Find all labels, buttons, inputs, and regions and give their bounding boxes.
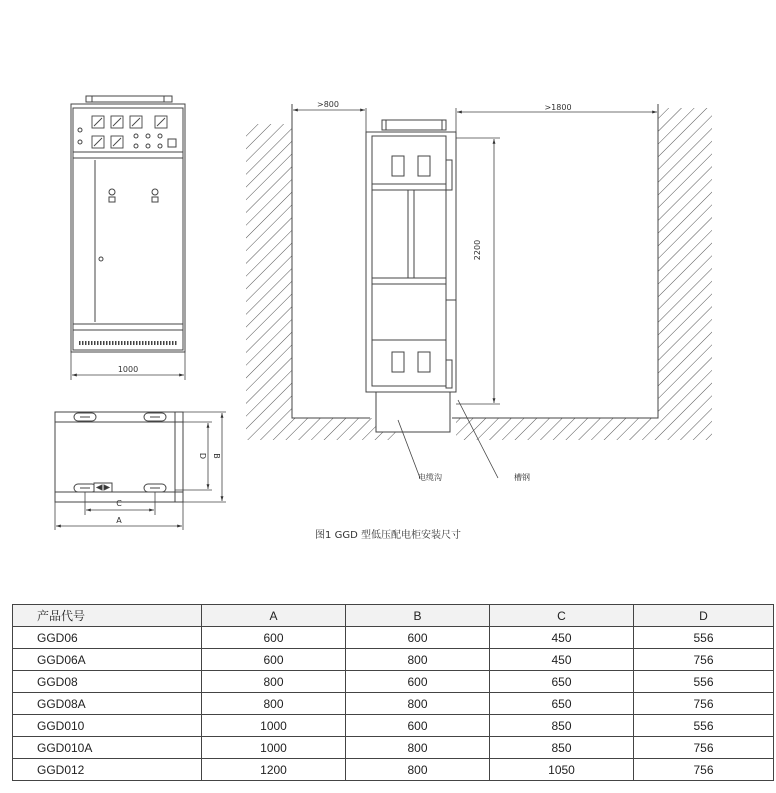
base-plan-view: [55, 412, 226, 530]
dim-B-label: B: [212, 453, 221, 459]
header-B: B: [346, 605, 490, 627]
cell-C: 450: [490, 649, 634, 671]
cell-D: 556: [634, 671, 774, 693]
cell-A: 800: [202, 693, 346, 715]
cell-C: 1050: [490, 759, 634, 781]
cell-B: 800: [346, 737, 490, 759]
cell-D: 756: [634, 649, 774, 671]
dim-C-label: C: [116, 499, 122, 508]
left-clearance-label: >800: [317, 100, 339, 109]
cell-product-code: GGD08: [13, 671, 202, 693]
cell-D: 556: [634, 715, 774, 737]
cell-D: 756: [634, 693, 774, 715]
mounting-slot-icon: [74, 413, 166, 492]
table-row: [13, 693, 774, 715]
cell-A: 1000: [202, 737, 346, 759]
channel-steel-label: 槽钢: [514, 473, 530, 482]
right-clearance-label: >1800: [544, 103, 572, 112]
cell-C: 450: [490, 627, 634, 649]
installation-section: [246, 104, 712, 478]
height-label: 2200: [473, 239, 482, 261]
cabinet-side-section: [366, 120, 456, 392]
table-row: [13, 627, 774, 649]
header-A: A: [202, 605, 346, 627]
dimension-table: [12, 604, 774, 781]
cable-entry-icon: [94, 483, 112, 492]
dim-D-label: D: [198, 452, 207, 460]
cabinet-front-view: [71, 96, 185, 380]
table-row: [13, 737, 774, 759]
switch-handle-icon: [109, 189, 158, 202]
cell-D: 556: [634, 627, 774, 649]
cell-A: 1200: [202, 759, 346, 781]
dim-A-label: A: [116, 516, 122, 525]
cell-product-code: GGD06A: [13, 649, 202, 671]
indicator-lamps-icon: [78, 128, 176, 148]
cell-D: 756: [634, 759, 774, 781]
table-row: [13, 649, 774, 671]
header-C: C: [490, 605, 634, 627]
cell-product-code: GGD010: [13, 715, 202, 737]
meter-icon: [92, 116, 167, 148]
cell-B: 600: [346, 627, 490, 649]
cell-A: 1000: [202, 715, 346, 737]
cell-C: 850: [490, 737, 634, 759]
cell-C: 650: [490, 693, 634, 715]
cell-D: 756: [634, 737, 774, 759]
cell-A: 600: [202, 627, 346, 649]
header-product-code: 产品代号: [13, 605, 202, 627]
cell-A: 800: [202, 671, 346, 693]
figure-caption: 图1 GGD 型低压配电柜安装尺寸: [315, 530, 461, 541]
cell-product-code: GGD012: [13, 759, 202, 781]
cell-B: 800: [346, 693, 490, 715]
cell-product-code: GGD08A: [13, 693, 202, 715]
cell-C: 850: [490, 715, 634, 737]
cell-B: 600: [346, 671, 490, 693]
cell-B: 800: [346, 759, 490, 781]
header-D: D: [634, 605, 774, 627]
cell-B: 600: [346, 715, 490, 737]
cell-product-code: GGD06: [13, 627, 202, 649]
cell-C: 650: [490, 671, 634, 693]
cable-trench-label: 电缆沟: [418, 473, 442, 482]
cell-product-code: GGD010A: [13, 737, 202, 759]
table-row: [13, 671, 774, 693]
table-row: [13, 759, 774, 781]
front-width-label: 1000: [117, 365, 139, 374]
table-header-row: [13, 605, 774, 627]
cell-B: 800: [346, 649, 490, 671]
table-row: [13, 715, 774, 737]
cell-A: 600: [202, 649, 346, 671]
